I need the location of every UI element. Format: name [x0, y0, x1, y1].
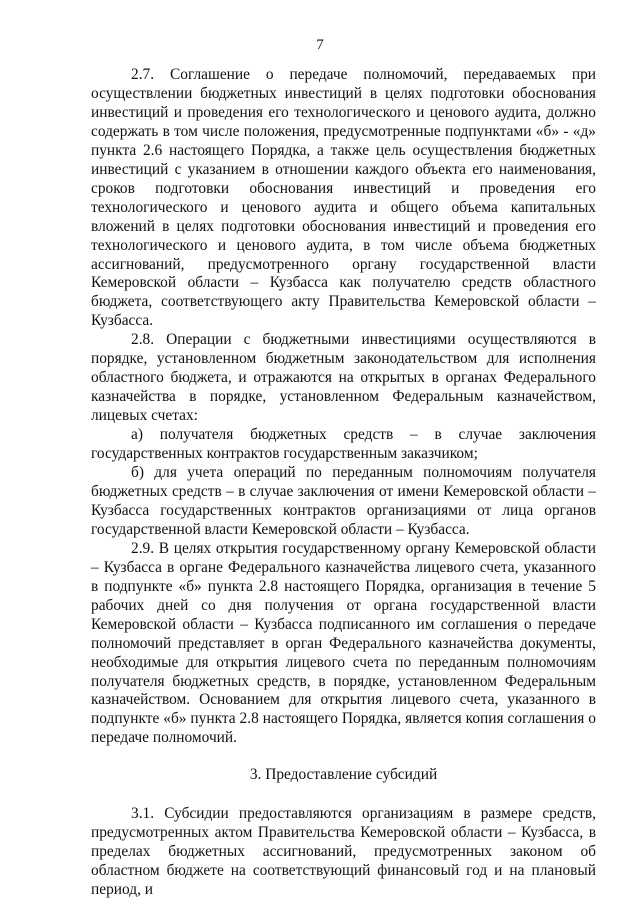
paragraph-3-1: 3.1. Субсидии предоставляются организациям в размере средств, предусмотренных актом Правительства Кемеровской области – Кузбасса, в пределах бюджетных ассигнований, предусмотренных законом об областном бюджете на соответствующий финансовый год и на плановый период, и	[91, 805, 596, 899]
section-heading: 3. Предоставление субсидий	[249, 766, 438, 784]
subitem-b: б) для учета операций по переданным полномочиям получателя бюджетных средств – в случае заключения от имени Кемеровской области – Кузбасса государственных контрактов организациями от лица органов государственной власти Кемеровской области – Кузбасса.	[91, 464, 596, 538]
subitem-a: а) получателя бюджетных средств – в случае заключения государственных контрактов государственным заказчиком;	[91, 426, 596, 463]
page-number: 7	[316, 37, 324, 53]
document-body	[91, 66, 596, 900]
paragraph-2-8: 2.8. Операции с бюджетными инвестициями осуществляются в порядке, установленном бюджетным законодательством для исполнения областного бюджета, и отражаются на открытых в органах Федерального казначейства в порядке, установленном Федеральным казначейством, лицевых счетах:	[91, 331, 596, 425]
paragraph-2-9: 2.9. В целях открытия государственному органу Кемеровской области – Кузбасса в органе Федерального казначейства лицевого счета, указанного в подпункте «б» пункта 2.8 настоящего Порядка, организация в течение 5 рабочих дней со дня получения от органа государственной власти Кемеровской области – Кузбасса подписанного им соглашения о передаче полномочий представляет в орган Федерального казначейства документы, необходимые для открытия лицевого счета по переданным полномочиям получателя бюджетных средств, в порядке, установленном Федеральным казначейством. Основанием для открытия лицевого счета, указанного в подпункте «б» пункта 2.8 настоящего Порядка, является копия соглашения о передаче полномочий.	[91, 539, 596, 747]
paragraph-2-7: 2.7. Соглашение о передаче полномочий, передаваемых при осуществлении бюджетных инвестиций в целях подготовки обоснования инвестиций и проведения его технологического и ценового аудита, должно содержать в том числе положения, предусмотренные подпунктами «б» - «д» пункта 2.6 настоящего Порядка, а также цель осуществления бюджетных инвестиций с указанием в отношении каждого объекта его наименования, сроков подготовки обоснования инвестиций и проведения его технологического и ценового аудита и общего объема капитальных вложений в целях подготовки обоснования инвестиций и проведения его технологического и ценового аудита, в том числе объема бюджетных ассигнований, предусмотренного органу государственной власти Кемеровской области – Кузбасса как получателю средств областного бюджета, соответствующего акту Правительства Кемеровской области – Кузбасса.	[91, 66, 596, 330]
